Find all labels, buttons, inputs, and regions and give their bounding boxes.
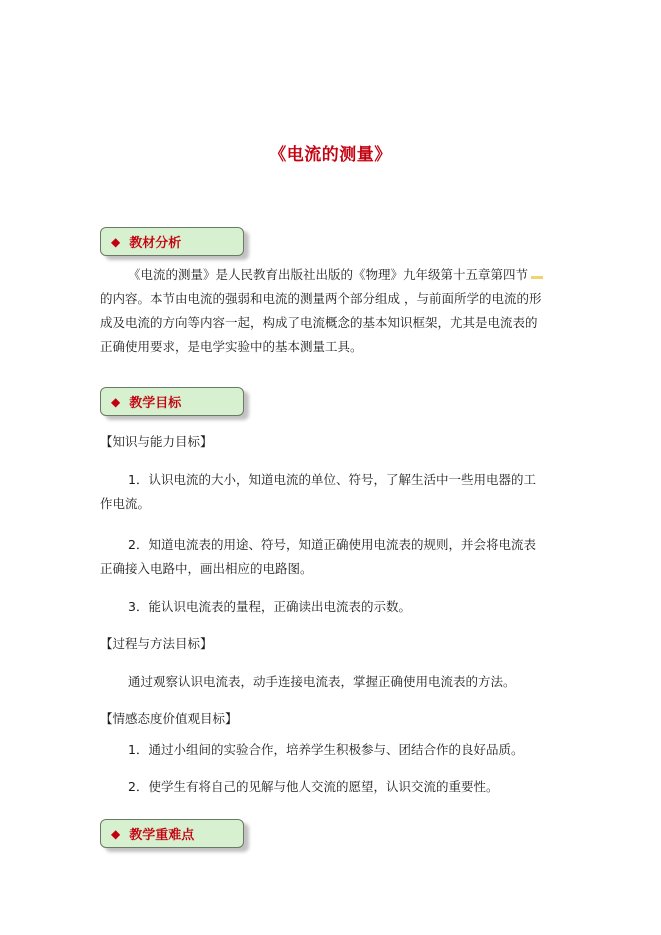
- section-header-key-points: [100, 819, 244, 848]
- emotion-item-2: 2．使学生有将自己的见解与他人交流的愿望，认识交流的重要性。: [128, 779, 499, 794]
- knowledge-item-1-line-2: 作电流。: [100, 496, 151, 511]
- knowledge-item-2-line-1: 2．知道电流表的用途、符号，知道正确使用电流表的规则，并会将电流表: [128, 537, 536, 552]
- knowledge-item-3: 3．能认识电流表的量程，正确读出电流表的示数。: [128, 599, 411, 614]
- section-label: 教学重难点: [129, 828, 195, 843]
- process-text: 通过观察认识电流表，动手连接电流表，掌握正确使用电流表的方法。: [128, 674, 516, 689]
- analysis-line-2: 的内容。本节由电流的强弱和电流的测量两个部分组成 ，与前面所学的电流的形: [100, 291, 542, 306]
- knowledge-item-2-line-2: 正确接入电路中，画出相应的电路图。: [100, 561, 313, 576]
- diamond-icon: ◆: [111, 234, 121, 249]
- emotion-header: 【情感态度价值观目标】: [100, 711, 238, 726]
- section-header-analysis: [100, 227, 244, 256]
- knowledge-header: 【知识与能力目标】: [100, 434, 213, 449]
- analysis-line-3: 成及电流的方向等内容一起，构成了电流概念的基本知识框架，尤其是电流表的: [100, 315, 538, 330]
- knowledge-item-1-line-1: 1．认识电流的大小，知道电流的单位、符号，了解生活中一些用电器的工: [128, 472, 536, 487]
- section-header-objectives: [100, 387, 244, 416]
- diamond-icon: ◆: [111, 394, 121, 409]
- emotion-item-1: 1．通过小组间的实验合作，培养学生积极参与、团结合作的良好品质。: [128, 742, 524, 757]
- section-label: 教材分析: [129, 236, 182, 251]
- analysis-line-4: 正确使用要求，是电学实验中的基本测量工具。: [100, 339, 363, 354]
- analysis-line-1: 《电流的测量》是人民教育出版社出版的《物理》九年级第十五章第四节: [128, 263, 593, 287]
- process-header: 【过程与方法目标】: [100, 636, 213, 651]
- highlight-mark: [531, 276, 543, 279]
- document-title: 《电流的测量》: [269, 145, 392, 165]
- diamond-icon: ◆: [111, 826, 121, 841]
- section-label: 教学目标: [129, 396, 182, 411]
